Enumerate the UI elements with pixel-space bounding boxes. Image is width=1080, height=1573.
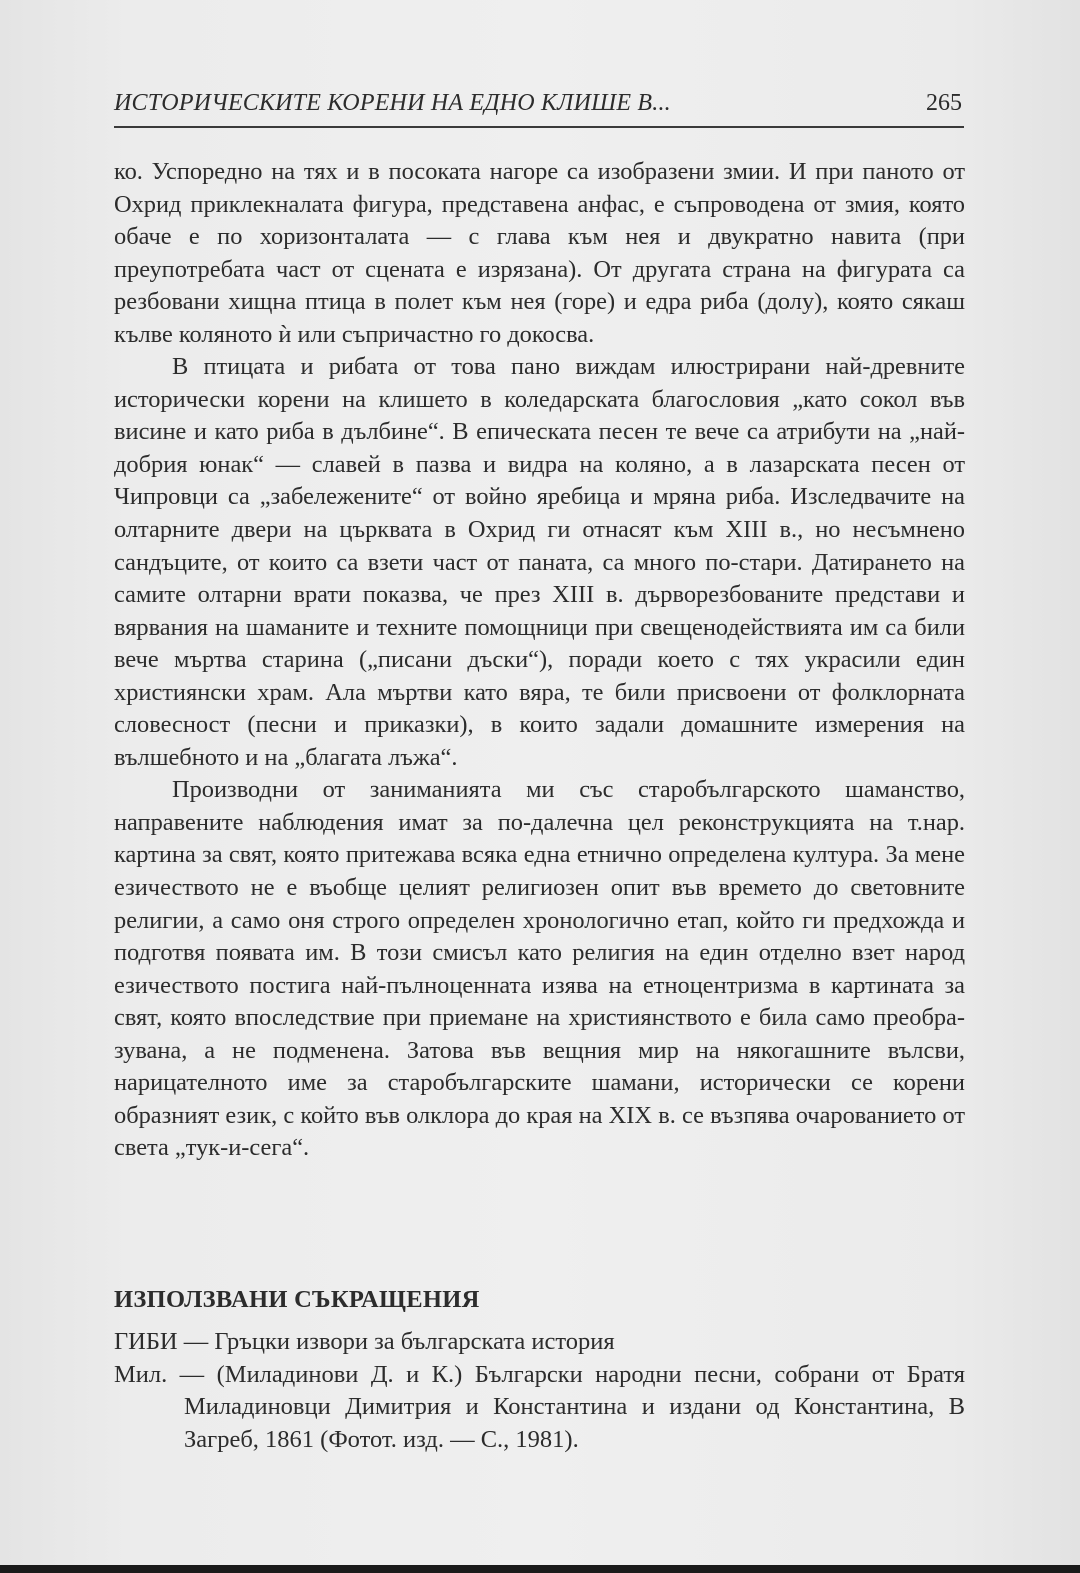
page-header: [114, 90, 964, 128]
abbreviation-entry: ГИБИ — Гръцки извори за българската история: [114, 1328, 615, 1355]
scan-edge-bar: [0, 1565, 1080, 1573]
paragraph: ко. Успоредно на тях и в посоката нагоре са изобразени змии. И при паното от Охрид приклекналата фигура, представена анфас, е съпроводена от змия, която обаче е по хоризонталата — с глава към нея и двукратно навита (при преупотребата част от сцената е изрязана). От другата страна на фигурата са резбовани хищна птица в полет към нея (горе) и едра риба (долу), която сякаш кълве коляното ѝ или съпричастно го докосва.: [114, 158, 965, 348]
section-heading: ИЗПОЛЗВАНИ СЪКРАЩЕНИЯ: [114, 1286, 480, 1313]
paragraph: В птицата и рибата от това пано виждам илюстрирани най-древните исторически корени на клишето в коледарската благословия „като сокол във висине и като риба в дълбине“. В епическата песен те вече са атрибути на „най-добрия юнак“ — славей в пазва и видра на коляно, а в лазарската песен от Чипровци са „забележените“ от войно яребица и мряна риба. Изследвачите на олтарните двери на църквата в Охрид ги отнасят към XIII в., но несъмнено сандъците, от които са взети част от паната, са много по-стари. Датирането на самите олтарни врати показва, че през XIII в. дърворезбованите представи и вярвания на шаманите и техните помощници при свещенодействията им са били вече мъртва старина („писани дъски“), поради което с тях украсили един християнски храм. Ала мъртви като вяра, те били присвоени от фолклорната словесност (песни и приказки), в които задали домашните измерения на вълшебното и на „благата лъжа“.: [114, 353, 965, 771]
page-number: 265: [926, 90, 962, 116]
abbreviation-entry: Мил. — (Миладинови Д. и К.) Български народни песни, собрани от Братя Миладиновци Димитрия и Константина и издани од Константина, В Загреб, 1861 (Фотот. изд. — С., 1981).: [114, 1360, 965, 1453]
paragraph: Производни от заниманията ми със старобългарското шаманство, направените наблюдения имат за по-далечна цел реконструкцията на т.нар. картина за свят, която притежава всяка една етнично определена култура. За мене езичеството не е въобще целият религиозен опит във времето до световните религии, а само оня строго определен хронологично етап, който ги предхожда и подготвя появата им. В този смисъл като религия на един отделно взет народ езичеството постига най-пълноценната изява на етноцентризма в картината за свят, която впоследствие при приемане на християнството е била само преобразувана, а не подменена. Затова във вещния мир на някогашните вълсви, нарицателното име за старобългарските шамани, исторически се корени образният език, с който във олклора до края на XIX в. се възпява очарованието от света „тук-и-сега“.: [114, 776, 965, 1162]
body-text: [114, 156, 965, 1165]
abbreviations-list: [114, 1326, 965, 1456]
running-title: ИСТОРИЧЕСКИТЕ КОРЕНИ НА ЕДНО КЛИШЕ В...: [114, 90, 671, 116]
